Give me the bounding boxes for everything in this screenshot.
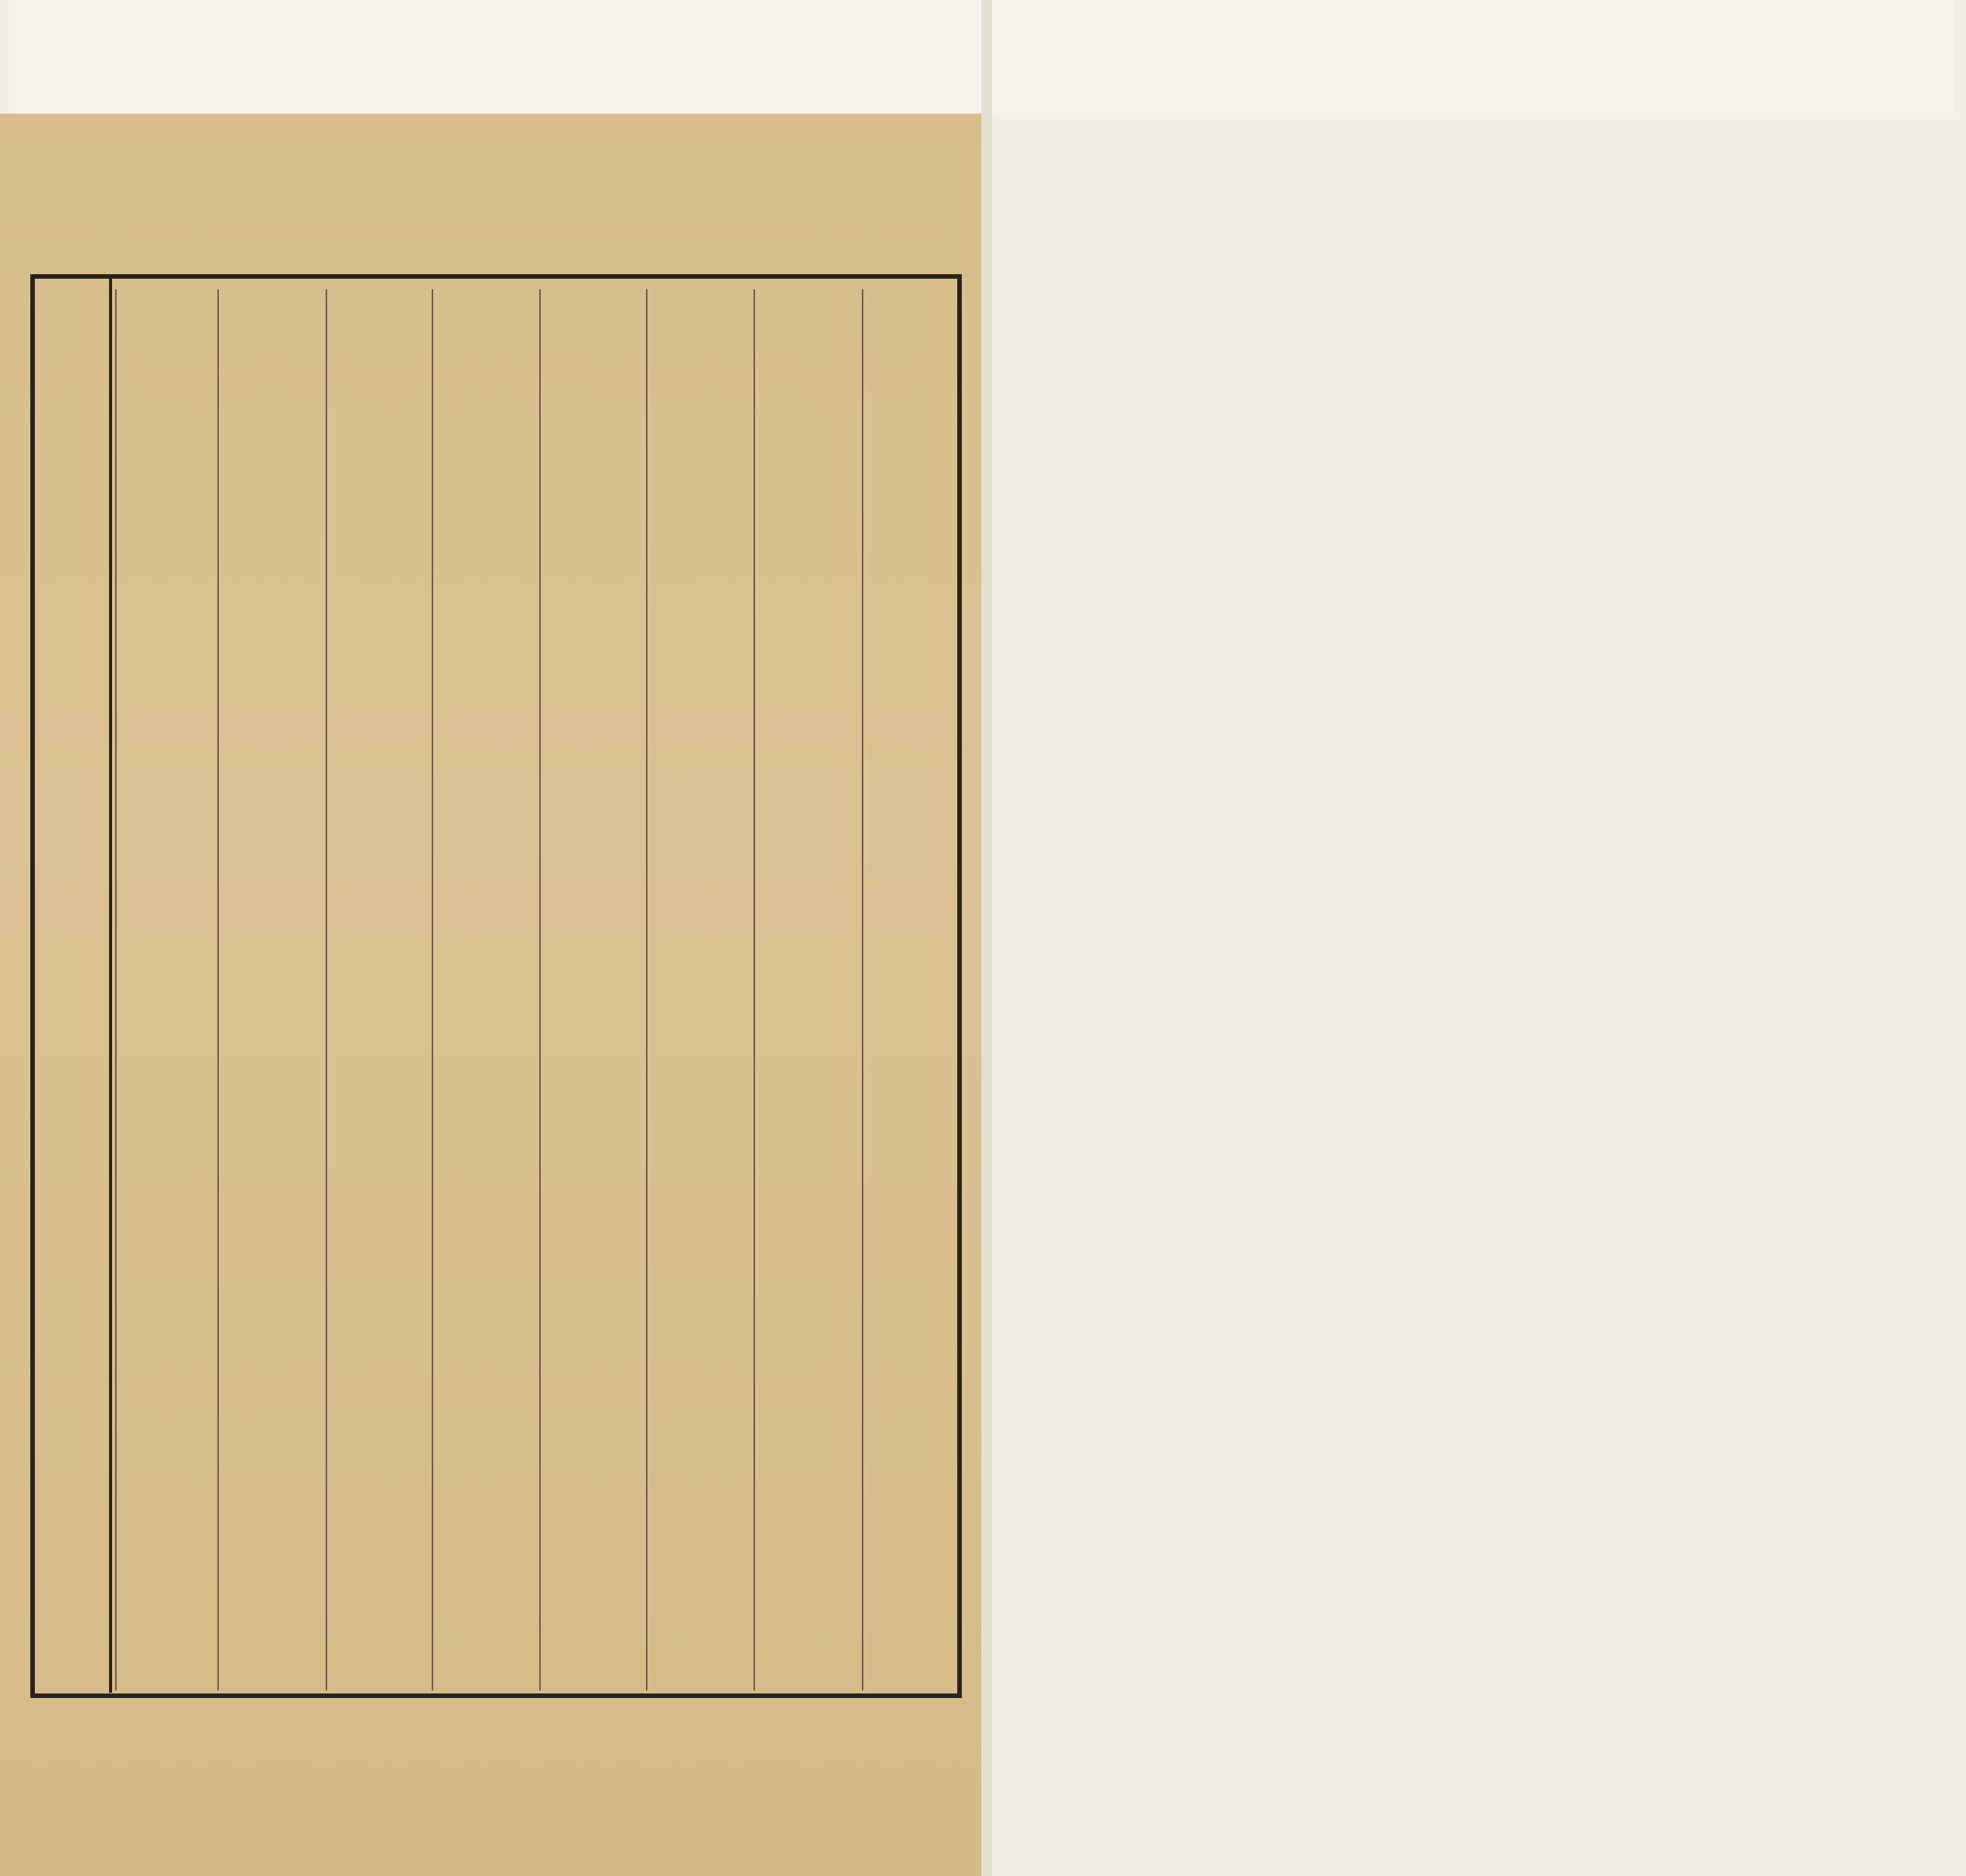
- column-rule: [754, 289, 755, 1690]
- column-rule: [862, 289, 863, 1690]
- book-gutter: [981, 0, 992, 1876]
- column-rule: [115, 289, 117, 1690]
- column-rule: [539, 289, 541, 1690]
- column-rule: [646, 289, 648, 1690]
- column-rule: [217, 289, 219, 1690]
- left-page-frame: [30, 274, 962, 1698]
- column-rule: [326, 289, 327, 1690]
- fold-margin: [33, 276, 112, 1693]
- column-rule: [432, 289, 433, 1690]
- column-8-note: [133, 651, 179, 901]
